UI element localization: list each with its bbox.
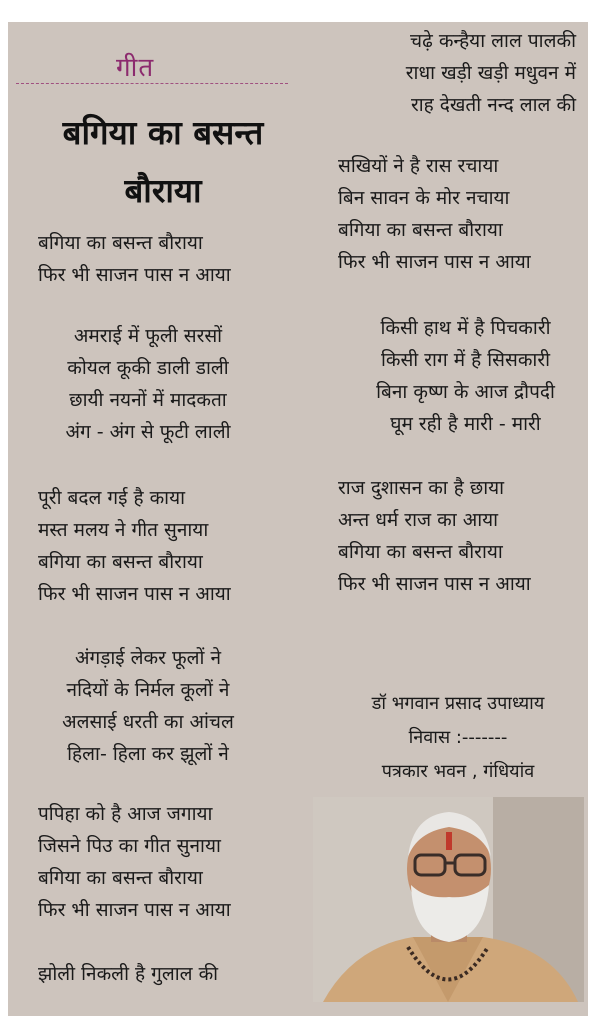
left-stanza-3: [38, 482, 298, 610]
right-stanza-4: [338, 472, 593, 600]
poem-title: [28, 104, 298, 220]
right-stanza-2: [338, 150, 593, 278]
verse-line: जिसने पिउ का गीत सुनाया: [38, 835, 221, 857]
verse-line: नदियों के निर्मल कूलों ने: [66, 679, 230, 701]
newspaper-clipping: [8, 22, 588, 1016]
verse-line: बगिया का बसन्त बौराया: [38, 232, 203, 254]
right-stanza-1: [321, 25, 576, 121]
verse-line: पपिहा को है आज जगाया: [38, 803, 213, 825]
left-stanza-6: [38, 958, 298, 990]
verse-line: बगिया का बसन्त बौराया: [38, 867, 203, 889]
header-divider: [16, 83, 288, 84]
verse-line: बगिया का बसन्त बौराया: [338, 219, 503, 241]
verse-line: किसी हाथ में है पिचकारी: [380, 317, 551, 339]
verse-line: अलसाई धरती का आंचल: [62, 711, 234, 733]
verse-line: फिर भी साजन पास न आया: [338, 573, 531, 595]
section-label: गीत: [116, 53, 155, 83]
left-stanza-4: [28, 642, 268, 770]
verse-line: अमराई में फूली सरसों: [73, 325, 223, 347]
verse-line: कोयल कूकी डाली डाली: [67, 357, 229, 379]
verse-line: राज दुशासन का है छाया: [338, 477, 505, 499]
verse-line: फिर भी साजन पास न आया: [38, 583, 231, 605]
title-line-2: बौराया: [124, 171, 202, 210]
verse-line: अंग - अंग से फूटी लाली: [65, 421, 231, 443]
verse-line: झोली निकली है गुलाल की: [38, 963, 219, 985]
verse-line: अन्त धर्म राज का आया: [338, 509, 499, 531]
verse-line: घूम रही है मारी - मारी: [390, 413, 541, 435]
verse-line: अंगड़ाई लेकर फूलों ने: [75, 647, 221, 669]
verse-line: फिर भी साजन पास न आया: [38, 899, 231, 921]
verse-line: फिर भी साजन पास न आया: [38, 264, 231, 286]
verse-line: मस्त मलय ने गीत सुनाया: [38, 519, 209, 541]
verse-line: सखियों ने है रास रचाया: [338, 155, 499, 177]
author-name: डॉ भगवान प्रसाद उपाध्याय: [371, 693, 545, 714]
author-address-1: पत्रकार भवन , गंधियांव: [381, 761, 535, 782]
left-stanza-2: [28, 320, 268, 448]
author-residence: निवास :-------: [408, 727, 508, 748]
verse-line: फिर भी साजन पास न आया: [338, 251, 531, 273]
verse-line: राधा खड़ी खड़ी मधुवन में: [405, 62, 576, 84]
verse-line: किसी राग में है सिसकारी: [380, 349, 551, 371]
left-stanza-1: [38, 227, 298, 291]
verse-line: बगिया का बसन्त बौराया: [38, 551, 203, 573]
verse-line: राह देखती नन्द लाल की: [410, 94, 576, 116]
author-portrait-illustration: [313, 797, 584, 1002]
verse-line: बगिया का बसन्त बौराया: [338, 541, 503, 563]
right-stanza-3: [338, 312, 593, 440]
left-stanza-5: [38, 798, 298, 926]
verse-line: बिना कृष्ण के आज द्रौपदी: [376, 381, 555, 403]
verse-line: हिला- हिला कर झूलों ने: [67, 743, 229, 765]
verse-line: बिन सावन के मोर नचाया: [338, 187, 510, 209]
verse-line: चढ़े कन्हैया लाल पालकी: [410, 30, 576, 52]
author-photo: [313, 797, 584, 1002]
title-line-1: बगिया का बसन्त: [62, 113, 264, 152]
verse-line: छायी नयनों में मादकता: [69, 389, 227, 411]
verse-line: पूरी बदल गई है काया: [38, 487, 186, 509]
